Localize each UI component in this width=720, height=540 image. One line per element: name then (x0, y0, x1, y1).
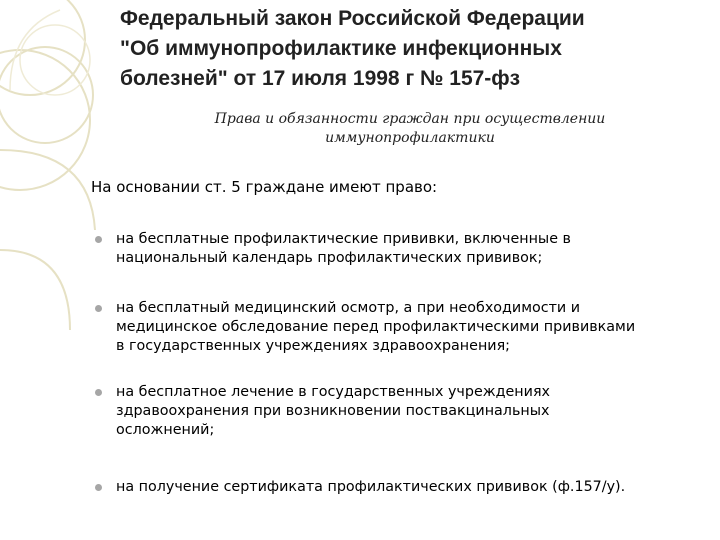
list-item-line: на бесплатный медицинский осмотр, а при необходимости и (116, 300, 581, 316)
list-item-text (116, 230, 716, 268)
list-item-text (116, 299, 716, 356)
title-line: "Об иммунопрофилактике инфекционных (120, 37, 562, 60)
list-item-line: медицинское обследование перед профилактическими прививками (116, 319, 636, 335)
subtitle-line: Права и обязанности граждан при осуществлении (214, 111, 606, 127)
bullet-icon (95, 236, 102, 243)
decorative-circles (0, 0, 140, 540)
list-item-line: национальный календарь профилактических прививок; (116, 250, 543, 266)
list-item-line: в государственных учреждениях здравоохранения; (116, 338, 510, 354)
list-item-text (116, 478, 716, 497)
list-item-line: здравоохранения при возникновении поствакцинальных (116, 403, 550, 419)
title-line: Федеральный закон Российской Федерации (120, 7, 585, 30)
title-line: болезней" от 17 июля 1998 г № 157-фз (120, 67, 521, 90)
list-item-line: осложнений; (116, 422, 215, 438)
list-item-line: на бесплатные профилактические прививки, включенные в (116, 231, 571, 247)
bullet-icon (95, 305, 102, 312)
slide-title (120, 4, 710, 94)
slide-subtitle (140, 110, 680, 148)
list-item-line: на получение сертификата профилактических прививок (ф.157/у). (116, 479, 626, 495)
list-item-line: на бесплатное лечение в государственных учреждениях (116, 384, 551, 400)
subtitle-line: иммунопрофилактики (325, 130, 495, 146)
list-item-text (116, 383, 716, 440)
bullet-icon (95, 484, 102, 491)
bullet-icon (95, 389, 102, 396)
intro-text: На основании ст. 5 граждане имеют право: (91, 178, 438, 196)
